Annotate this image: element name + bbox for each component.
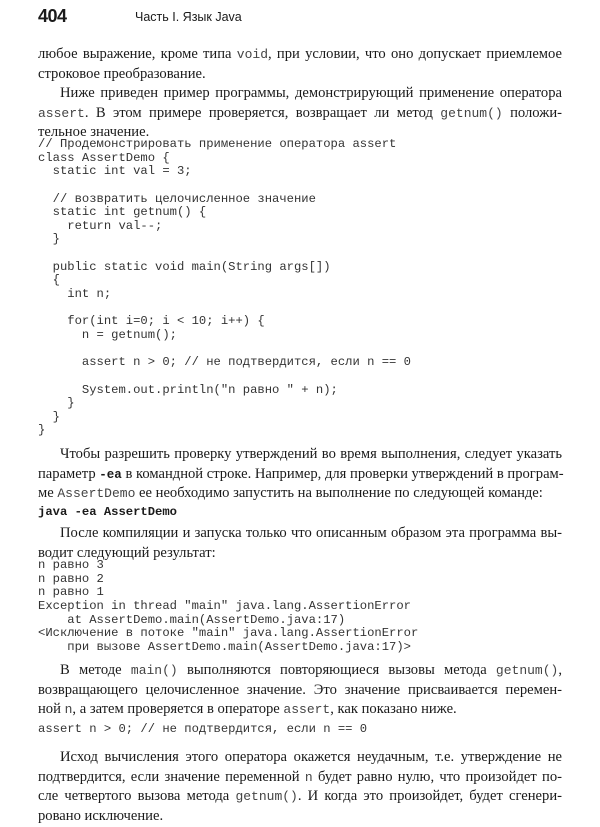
text-segment: , при условии, что оно допускает приемлемое — [268, 46, 562, 62]
code-line: <Исключение в потоке "main" java.lang.AssertionError — [38, 626, 419, 641]
code-line: static int val = 3; — [38, 164, 192, 179]
text-segment: . И когда это произойдет, будет сгенери- — [297, 788, 562, 805]
text-segment: возвращающего целочисленное значение. Это значение присваивается перемен- — [38, 681, 562, 698]
code-line: Exception in thread "main" java.lang.AssertionError — [38, 598, 411, 613]
paragraph — [38, 84, 562, 143]
inline-code: getnum() — [440, 105, 503, 121]
text-line — [38, 661, 562, 681]
text-segment: выполняются повторяющиеся вызовы метода — [177, 662, 496, 678]
code-line: // Продемонстрировать применение оператора assert — [38, 137, 397, 151]
code-line: for(int i=0; i < 10; i++) { — [38, 314, 265, 329]
code-line: assert n > 0; // не подтвердится, если n == 0 — [38, 355, 411, 370]
text-line — [38, 748, 562, 768]
code-line: // возвратить целочисленное значение — [38, 191, 316, 206]
code-snippet — [38, 723, 562, 737]
text-segment: ной — [38, 701, 65, 718]
running-title: Часть I. Язык Java — [135, 10, 242, 24]
inline-code: getnum() — [235, 789, 298, 805]
text-line — [38, 104, 562, 124]
code-line — [38, 179, 562, 193]
code-line: n равно 3 — [38, 558, 104, 572]
code-line — [38, 247, 562, 261]
text-segment: тельное значение. — [38, 124, 150, 141]
code-line: System.out.println("n равно " + n); — [38, 382, 338, 397]
paragraph — [38, 748, 562, 826]
text-segment: будет равно нулю, что произойдет по- — [312, 768, 562, 785]
inline-code: main() — [130, 663, 178, 678]
inline-code: AssertDemo — [57, 486, 136, 502]
paragraph — [38, 445, 562, 504]
inline-code: assert — [38, 105, 85, 121]
inline-code: getnum() — [495, 663, 559, 678]
text-segment: любое выражение, кроме типа — [38, 46, 237, 62]
text-segment: сле четвертого вызова метода — [38, 788, 236, 805]
text-line — [38, 65, 562, 85]
code-line: int n; — [38, 287, 112, 302]
inline-code: n — [304, 769, 313, 785]
text-segment: подтвердится, если значение переменной — [38, 768, 305, 785]
text-line — [38, 445, 562, 465]
inline-code: assert — [283, 702, 331, 718]
code-line: } — [38, 423, 46, 438]
text-line — [38, 465, 562, 485]
code-line: static int getnum() { — [38, 205, 207, 220]
code-line: } — [38, 232, 60, 247]
command-line: java -ea AssertDemo — [38, 505, 177, 519]
code-line — [38, 302, 562, 316]
text-segment: ровано исключение. — [38, 807, 164, 824]
code-line: } — [38, 396, 75, 411]
code-line: { — [38, 273, 60, 288]
text-line — [38, 84, 562, 104]
code-line: class AssertDemo { — [38, 150, 170, 165]
text-segment: , — [558, 662, 562, 678]
text-line — [38, 768, 562, 788]
paragraph — [38, 661, 562, 720]
code-line: public static void main(String args[]) — [38, 259, 331, 274]
text-segment: Исход вычисления этого оператора окажется неудачным, т.е. утверждение не — [60, 749, 562, 765]
code-line: n равно 1 — [38, 585, 104, 600]
text-segment: , как показано ниже. — [330, 701, 457, 718]
code-line: n равно 2 — [38, 571, 104, 586]
text-line — [38, 700, 562, 720]
text-segment: После компиляции и запуска только что описанным образом эта программа вы- — [60, 525, 562, 541]
code-line: return val--; — [38, 218, 163, 233]
text-segment: параметр — [38, 465, 100, 482]
code-line: assert n > 0; // не подтвердится, если n == 0 — [38, 722, 368, 736]
code-line — [38, 343, 562, 357]
text-segment: В методе — [60, 662, 131, 678]
code-line: at AssertDemo.main(AssertDemo.java:17) — [38, 612, 346, 627]
text-segment: положи- — [502, 104, 562, 121]
code-listing — [38, 138, 562, 438]
text-segment: в командной строке. Например, для проверки утверждений в програм- — [121, 465, 564, 482]
code-line: } — [38, 409, 60, 424]
text-line — [38, 484, 562, 504]
text-segment: ме — [38, 485, 58, 502]
text-segment: водит следующий результат: — [38, 544, 216, 561]
text-line — [38, 787, 562, 807]
inline-code: -ea — [99, 467, 122, 482]
code-line — [38, 370, 562, 384]
text-line — [38, 681, 562, 701]
paragraph — [38, 524, 562, 563]
program-output — [38, 559, 562, 654]
text-segment: . В этом примере проверяется, возвращает ли метод — [84, 104, 441, 121]
text-segment: Ниже приведен пример программы, демонстрирующий применение оператора — [60, 85, 562, 101]
text-segment: Чтобы разрешить проверку утверждений во время выполнения, следует указать — [60, 446, 562, 462]
text-line — [38, 524, 562, 544]
text-line — [38, 45, 562, 65]
page-number: 404 — [38, 6, 67, 26]
text-segment: , а затем проверяется в операторе — [72, 701, 284, 718]
code-line: n = getnum(); — [38, 327, 177, 342]
code-line: при вызове AssertDemo.main(AssertDemo.java:17)> — [38, 639, 411, 654]
inline-code: n — [64, 702, 73, 718]
text-segment: ее необходимо запустить на выполнение по следующей команде: — [135, 485, 543, 502]
text-line — [38, 807, 562, 827]
inline-code: void — [236, 47, 269, 62]
paragraph — [38, 45, 562, 84]
page-header — [38, 6, 242, 27]
text-segment: строковое преобразование. — [38, 65, 206, 82]
